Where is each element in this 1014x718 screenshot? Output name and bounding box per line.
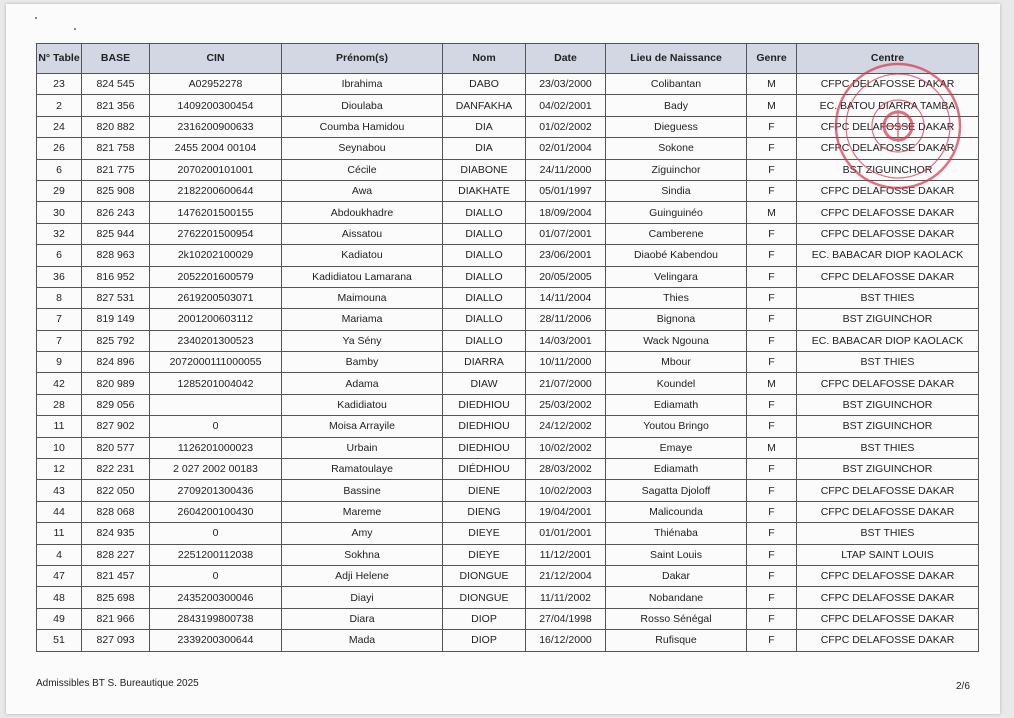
cell-birthplace: Sagatta Djoloff — [606, 480, 747, 501]
cell-date: 14/03/2001 — [526, 330, 606, 351]
cell-table-no: 11 — [37, 416, 82, 437]
cell-base: 822 050 — [82, 480, 150, 501]
cell-cin: 2k10202100029 — [150, 245, 282, 266]
admissibles-table — [36, 43, 979, 652]
cell-centre: EC. BATOU DIARRA TAMBA — [797, 95, 979, 116]
cell-first-name: Diayi — [282, 587, 443, 608]
table-header-row — [37, 44, 979, 74]
cell-gender: F — [747, 544, 797, 565]
cell-gender: F — [747, 587, 797, 608]
cell-table-no: 51 — [37, 630, 82, 651]
cell-first-name: Dioulaba — [282, 95, 443, 116]
cell-last-name: DIEDHIOU — [443, 437, 526, 458]
cell-date: 18/09/2004 — [526, 202, 606, 223]
cell-birthplace: Bignona — [606, 309, 747, 330]
cell-first-name: Bamby — [282, 352, 443, 373]
cell-gender: M — [747, 202, 797, 223]
col-header-cin: CIN — [150, 44, 282, 74]
cell-gender: M — [747, 373, 797, 394]
cell-date: 24/12/2002 — [526, 416, 606, 437]
cell-cin: 0 — [150, 416, 282, 437]
cell-cin: 2455 2004 00104 — [150, 138, 282, 159]
cell-cin: 2316200900633 — [150, 116, 282, 137]
table-row — [37, 309, 979, 330]
cell-first-name: Mada — [282, 630, 443, 651]
cell-date: 01/02/2002 — [526, 116, 606, 137]
cell-birthplace: Wack Ngouna — [606, 330, 747, 351]
scan-speck — [35, 17, 37, 19]
cell-date: 10/02/2003 — [526, 480, 606, 501]
cell-last-name: DIA — [443, 138, 526, 159]
cell-table-no: 10 — [37, 437, 82, 458]
cell-table-no: 12 — [37, 459, 82, 480]
cell-centre: BST ZIGUINCHOR — [797, 159, 979, 180]
cell-last-name: DABO — [443, 74, 526, 95]
cell-centre: CFPC DELAFOSSE DAKAR — [797, 501, 979, 522]
cell-centre: CFPC DELAFOSSE DAKAR — [797, 138, 979, 159]
cell-table-no: 47 — [37, 565, 82, 586]
cell-cin: 0 — [150, 565, 282, 586]
cell-birthplace: Colibantan — [606, 74, 747, 95]
table-row — [37, 352, 979, 373]
cell-centre: CFPC DELAFOSSE DAKAR — [797, 116, 979, 137]
cell-first-name: Mareme — [282, 501, 443, 522]
cell-birthplace: Dakar — [606, 565, 747, 586]
cell-centre: EC. BABACAR DIOP KAOLACK — [797, 330, 979, 351]
col-header-gender: Genre — [747, 44, 797, 74]
cell-last-name: DIONGUE — [443, 565, 526, 586]
cell-first-name: Sokhna — [282, 544, 443, 565]
cell-centre: BST THIES — [797, 287, 979, 308]
cell-cin: 2052201600579 — [150, 266, 282, 287]
table-row — [37, 523, 979, 544]
cell-base: 825 908 — [82, 180, 150, 201]
cell-gender: M — [747, 437, 797, 458]
cell-first-name: Amy — [282, 523, 443, 544]
cell-gender: F — [747, 245, 797, 266]
cell-centre: BST ZIGUINCHOR — [797, 459, 979, 480]
cell-first-name: Seynabou — [282, 138, 443, 159]
cell-centre: CFPC DELAFOSSE DAKAR — [797, 223, 979, 244]
cell-centre: CFPC DELAFOSSE DAKAR — [797, 202, 979, 223]
cell-base: 821 457 — [82, 565, 150, 586]
cell-cin: A02952278 — [150, 74, 282, 95]
table-row — [37, 159, 979, 180]
cell-gender: M — [747, 95, 797, 116]
cell-last-name: DIALLO — [443, 266, 526, 287]
cell-last-name: DIABONE — [443, 159, 526, 180]
cell-table-no: 48 — [37, 587, 82, 608]
cell-table-no: 7 — [37, 309, 82, 330]
cell-base: 824 896 — [82, 352, 150, 373]
cell-base: 821 356 — [82, 95, 150, 116]
cell-base: 820 989 — [82, 373, 150, 394]
cell-base: 821 758 — [82, 138, 150, 159]
cell-birthplace: Camberene — [606, 223, 747, 244]
cell-first-name: Ibrahima — [282, 74, 443, 95]
cell-date: 28/03/2002 — [526, 459, 606, 480]
cell-table-no: 28 — [37, 394, 82, 415]
cell-date: 14/11/2004 — [526, 287, 606, 308]
cell-last-name: DIÉDHIOU — [443, 459, 526, 480]
cell-table-no: 26 — [37, 138, 82, 159]
cell-base: 820 882 — [82, 116, 150, 137]
cell-date: 11/11/2002 — [526, 587, 606, 608]
cell-last-name: DIENG — [443, 501, 526, 522]
table-row — [37, 501, 979, 522]
table-row — [37, 608, 979, 629]
cell-cin: 2072000111000055 — [150, 352, 282, 373]
cell-gender: F — [747, 309, 797, 330]
cell-date: 01/01/2001 — [526, 523, 606, 544]
cell-cin: 0 — [150, 523, 282, 544]
cell-centre: BST THIES — [797, 437, 979, 458]
col-header-last-name: Nom — [443, 44, 526, 74]
cell-table-no: 6 — [37, 245, 82, 266]
cell-base: 826 243 — [82, 202, 150, 223]
cell-last-name: DIENE — [443, 480, 526, 501]
cell-last-name: DIALLO — [443, 245, 526, 266]
cell-base: 827 531 — [82, 287, 150, 308]
cell-centre: CFPC DELAFOSSE DAKAR — [797, 74, 979, 95]
cell-base: 819 149 — [82, 309, 150, 330]
cell-birthplace: Bady — [606, 95, 747, 116]
cell-date: 11/12/2001 — [526, 544, 606, 565]
cell-date: 05/01/1997 — [526, 180, 606, 201]
cell-date: 01/07/2001 — [526, 223, 606, 244]
cell-base: 828 963 — [82, 245, 150, 266]
document-page — [6, 4, 1000, 714]
col-header-centre: Centre — [797, 44, 979, 74]
table-row — [37, 138, 979, 159]
cell-date: 23/03/2000 — [526, 74, 606, 95]
cell-centre: BST ZIGUINCHOR — [797, 416, 979, 437]
cell-table-no: 44 — [37, 501, 82, 522]
cell-cin: 2251200112038 — [150, 544, 282, 565]
table-row — [37, 180, 979, 201]
cell-table-no: 30 — [37, 202, 82, 223]
cell-date: 02/01/2004 — [526, 138, 606, 159]
cell-cin: 2340201300523 — [150, 330, 282, 351]
table-row — [37, 544, 979, 565]
cell-first-name: Diara — [282, 608, 443, 629]
col-header-table-no: N° Table — [37, 44, 82, 74]
cell-birthplace: Sindia — [606, 180, 747, 201]
table-row — [37, 330, 979, 351]
cell-cin: 2604200100430 — [150, 501, 282, 522]
cell-table-no: 24 — [37, 116, 82, 137]
cell-cin: 2435200300046 — [150, 587, 282, 608]
cell-date: 25/03/2002 — [526, 394, 606, 415]
table-row — [37, 74, 979, 95]
table-row — [37, 416, 979, 437]
cell-gender: F — [747, 608, 797, 629]
table-row — [37, 116, 979, 137]
cell-first-name: Coumba Hamidou — [282, 116, 443, 137]
cell-centre: BST THIES — [797, 523, 979, 544]
cell-gender: M — [747, 74, 797, 95]
cell-birthplace: Velingara — [606, 266, 747, 287]
cell-base: 820 577 — [82, 437, 150, 458]
table-row — [37, 630, 979, 651]
table-row — [37, 459, 979, 480]
table-row — [37, 480, 979, 501]
cell-birthplace: Saint Louis — [606, 544, 747, 565]
cell-gender: F — [747, 287, 797, 308]
cell-last-name: DIALLO — [443, 309, 526, 330]
cell-table-no: 2 — [37, 95, 82, 116]
cell-birthplace: Mbour — [606, 352, 747, 373]
cell-first-name: Aissatou — [282, 223, 443, 244]
cell-table-no: 23 — [37, 74, 82, 95]
cell-last-name: DIEYE — [443, 544, 526, 565]
cell-base: 816 952 — [82, 266, 150, 287]
cell-centre: CFPC DELAFOSSE DAKAR — [797, 373, 979, 394]
table-row — [37, 223, 979, 244]
cell-first-name: Adji Helene — [282, 565, 443, 586]
cell-centre: CFPC DELAFOSSE DAKAR — [797, 480, 979, 501]
cell-table-no: 36 — [37, 266, 82, 287]
cell-centre: CFPC DELAFOSSE DAKAR — [797, 180, 979, 201]
cell-centre: CFPC DELAFOSSE DAKAR — [797, 266, 979, 287]
cell-date: 21/12/2004 — [526, 565, 606, 586]
cell-birthplace: Youtou Bringo — [606, 416, 747, 437]
cell-date: 20/05/2005 — [526, 266, 606, 287]
cell-centre: BST THIES — [797, 352, 979, 373]
cell-date: 24/11/2000 — [526, 159, 606, 180]
table-row — [37, 202, 979, 223]
cell-first-name: Cécile — [282, 159, 443, 180]
cell-date: 10/02/2002 — [526, 437, 606, 458]
col-header-first-name: Prénom(s) — [282, 44, 443, 74]
cell-birthplace: Ziguinchor — [606, 159, 747, 180]
cell-cin: 2339200300644 — [150, 630, 282, 651]
cell-cin: 1476201500155 — [150, 202, 282, 223]
cell-base: 822 231 — [82, 459, 150, 480]
cell-cin: 2001200603112 — [150, 309, 282, 330]
cell-gender: F — [747, 266, 797, 287]
cell-gender: F — [747, 116, 797, 137]
table-row — [37, 437, 979, 458]
table-row — [37, 266, 979, 287]
cell-first-name: Urbain — [282, 437, 443, 458]
cell-gender: F — [747, 223, 797, 244]
cell-cin: 2 027 2002 00183 — [150, 459, 282, 480]
cell-first-name: Adama — [282, 373, 443, 394]
cell-cin: 2619200503071 — [150, 287, 282, 308]
cell-cin: 2070200101001 — [150, 159, 282, 180]
table-row — [37, 394, 979, 415]
cell-first-name: Mariama — [282, 309, 443, 330]
cell-centre: CFPC DELAFOSSE DAKAR — [797, 608, 979, 629]
cell-last-name: DIOP — [443, 630, 526, 651]
col-header-base: BASE — [82, 44, 150, 74]
cell-first-name: Maimouna — [282, 287, 443, 308]
table-row — [37, 565, 979, 586]
cell-last-name: DIAKHATE — [443, 180, 526, 201]
cell-base: 824 935 — [82, 523, 150, 544]
cell-last-name: DIEDHIOU — [443, 416, 526, 437]
cell-birthplace: Emaye — [606, 437, 747, 458]
cell-cin — [150, 394, 282, 415]
cell-centre: BST ZIGUINCHOR — [797, 394, 979, 415]
cell-birthplace: Rosso Sénégal — [606, 608, 747, 629]
cell-first-name: Kadidiatou Lamarana — [282, 266, 443, 287]
cell-last-name: DIALLO — [443, 202, 526, 223]
cell-first-name: Ramatoulaye — [282, 459, 443, 480]
cell-table-no: 32 — [37, 223, 82, 244]
cell-base: 825 944 — [82, 223, 150, 244]
cell-base: 828 068 — [82, 501, 150, 522]
table-row — [37, 95, 979, 116]
cell-centre: BST ZIGUINCHOR — [797, 309, 979, 330]
cell-last-name: DIOP — [443, 608, 526, 629]
cell-table-no: 29 — [37, 180, 82, 201]
cell-date: 04/02/2001 — [526, 95, 606, 116]
cell-gender: F — [747, 330, 797, 351]
cell-last-name: DANFAKHA — [443, 95, 526, 116]
cell-birthplace: Rufisque — [606, 630, 747, 651]
cell-gender: F — [747, 394, 797, 415]
cell-cin: 1409200300454 — [150, 95, 282, 116]
cell-table-no: 43 — [37, 480, 82, 501]
table-row — [37, 245, 979, 266]
cell-first-name: Bassine — [282, 480, 443, 501]
cell-centre: LTAP SAINT LOUIS — [797, 544, 979, 565]
cell-base: 821 775 — [82, 159, 150, 180]
cell-birthplace: Malicounda — [606, 501, 747, 522]
cell-gender: F — [747, 480, 797, 501]
cell-first-name: Moisa Arrayile — [282, 416, 443, 437]
cell-last-name: DIALLO — [443, 330, 526, 351]
cell-birthplace: Diaobé Kabendou — [606, 245, 747, 266]
footer-title: Admissibles BT S. Bureautique 2025 — [36, 678, 199, 689]
cell-table-no: 7 — [37, 330, 82, 351]
cell-gender: F — [747, 501, 797, 522]
cell-table-no: 49 — [37, 608, 82, 629]
table-row — [37, 287, 979, 308]
cell-gender: F — [747, 523, 797, 544]
cell-date: 28/11/2006 — [526, 309, 606, 330]
cell-centre: CFPC DELAFOSSE DAKAR — [797, 587, 979, 608]
cell-birthplace: Nobandane — [606, 587, 747, 608]
cell-centre: CFPC DELAFOSSE DAKAR — [797, 630, 979, 651]
cell-base: 827 902 — [82, 416, 150, 437]
cell-base: 825 698 — [82, 587, 150, 608]
cell-date: 19/04/2001 — [526, 501, 606, 522]
cell-gender: F — [747, 565, 797, 586]
cell-table-no: 9 — [37, 352, 82, 373]
cell-gender: F — [747, 352, 797, 373]
cell-first-name: Awa — [282, 180, 443, 201]
cell-table-no: 4 — [37, 544, 82, 565]
cell-gender: F — [747, 416, 797, 437]
cell-base: 824 545 — [82, 74, 150, 95]
cell-first-name: Abdoukhadre — [282, 202, 443, 223]
cell-birthplace: Thiénaba — [606, 523, 747, 544]
cell-last-name: DIONGUE — [443, 587, 526, 608]
cell-cin: 2709201300436 — [150, 480, 282, 501]
cell-birthplace: Thies — [606, 287, 747, 308]
cell-date: 16/12/2000 — [526, 630, 606, 651]
cell-centre: EC. BABACAR DIOP KAOLACK — [797, 245, 979, 266]
cell-last-name: DIALLO — [443, 287, 526, 308]
cell-birthplace: Ediamath — [606, 394, 747, 415]
cell-table-no: 6 — [37, 159, 82, 180]
cell-cin: 2182200600644 — [150, 180, 282, 201]
cell-last-name: DIEYE — [443, 523, 526, 544]
cell-birthplace: Koundel — [606, 373, 747, 394]
cell-table-no: 42 — [37, 373, 82, 394]
cell-last-name: DIA — [443, 116, 526, 137]
cell-last-name: DIALLO — [443, 223, 526, 244]
cell-gender: F — [747, 159, 797, 180]
cell-base: 828 227 — [82, 544, 150, 565]
cell-birthplace: Dieguess — [606, 116, 747, 137]
cell-last-name: DIAW — [443, 373, 526, 394]
cell-base: 829 056 — [82, 394, 150, 415]
col-header-birthplace: Lieu de Naissance — [606, 44, 747, 74]
cell-first-name: Ya Sény — [282, 330, 443, 351]
cell-gender: F — [747, 180, 797, 201]
cell-cin: 1126201000023 — [150, 437, 282, 458]
cell-date: 27/04/1998 — [526, 608, 606, 629]
cell-gender: F — [747, 138, 797, 159]
cell-cin: 2843199800738 — [150, 608, 282, 629]
cell-cin: 2762201500954 — [150, 223, 282, 244]
cell-base: 827 093 — [82, 630, 150, 651]
cell-first-name: Kadidiatou — [282, 394, 443, 415]
cell-birthplace: Ediamath — [606, 459, 747, 480]
cell-table-no: 8 — [37, 287, 82, 308]
cell-table-no: 11 — [37, 523, 82, 544]
cell-date: 10/11/2000 — [526, 352, 606, 373]
cell-last-name: DIARRA — [443, 352, 526, 373]
cell-first-name: Kadiatou — [282, 245, 443, 266]
scan-speck — [74, 28, 76, 30]
cell-base: 825 792 — [82, 330, 150, 351]
cell-birthplace: Sokone — [606, 138, 747, 159]
table-row — [37, 587, 979, 608]
cell-birthplace: Guinguinéo — [606, 202, 747, 223]
cell-centre: CFPC DELAFOSSE DAKAR — [797, 565, 979, 586]
cell-base: 821 966 — [82, 608, 150, 629]
col-header-date: Date — [526, 44, 606, 74]
cell-cin: 1285201004042 — [150, 373, 282, 394]
cell-gender: F — [747, 630, 797, 651]
table-row — [37, 373, 979, 394]
cell-date: 23/06/2001 — [526, 245, 606, 266]
cell-date: 21/07/2000 — [526, 373, 606, 394]
cell-gender: F — [747, 459, 797, 480]
cell-last-name: DIEDHIOU — [443, 394, 526, 415]
page-number: 2/6 — [956, 681, 970, 692]
